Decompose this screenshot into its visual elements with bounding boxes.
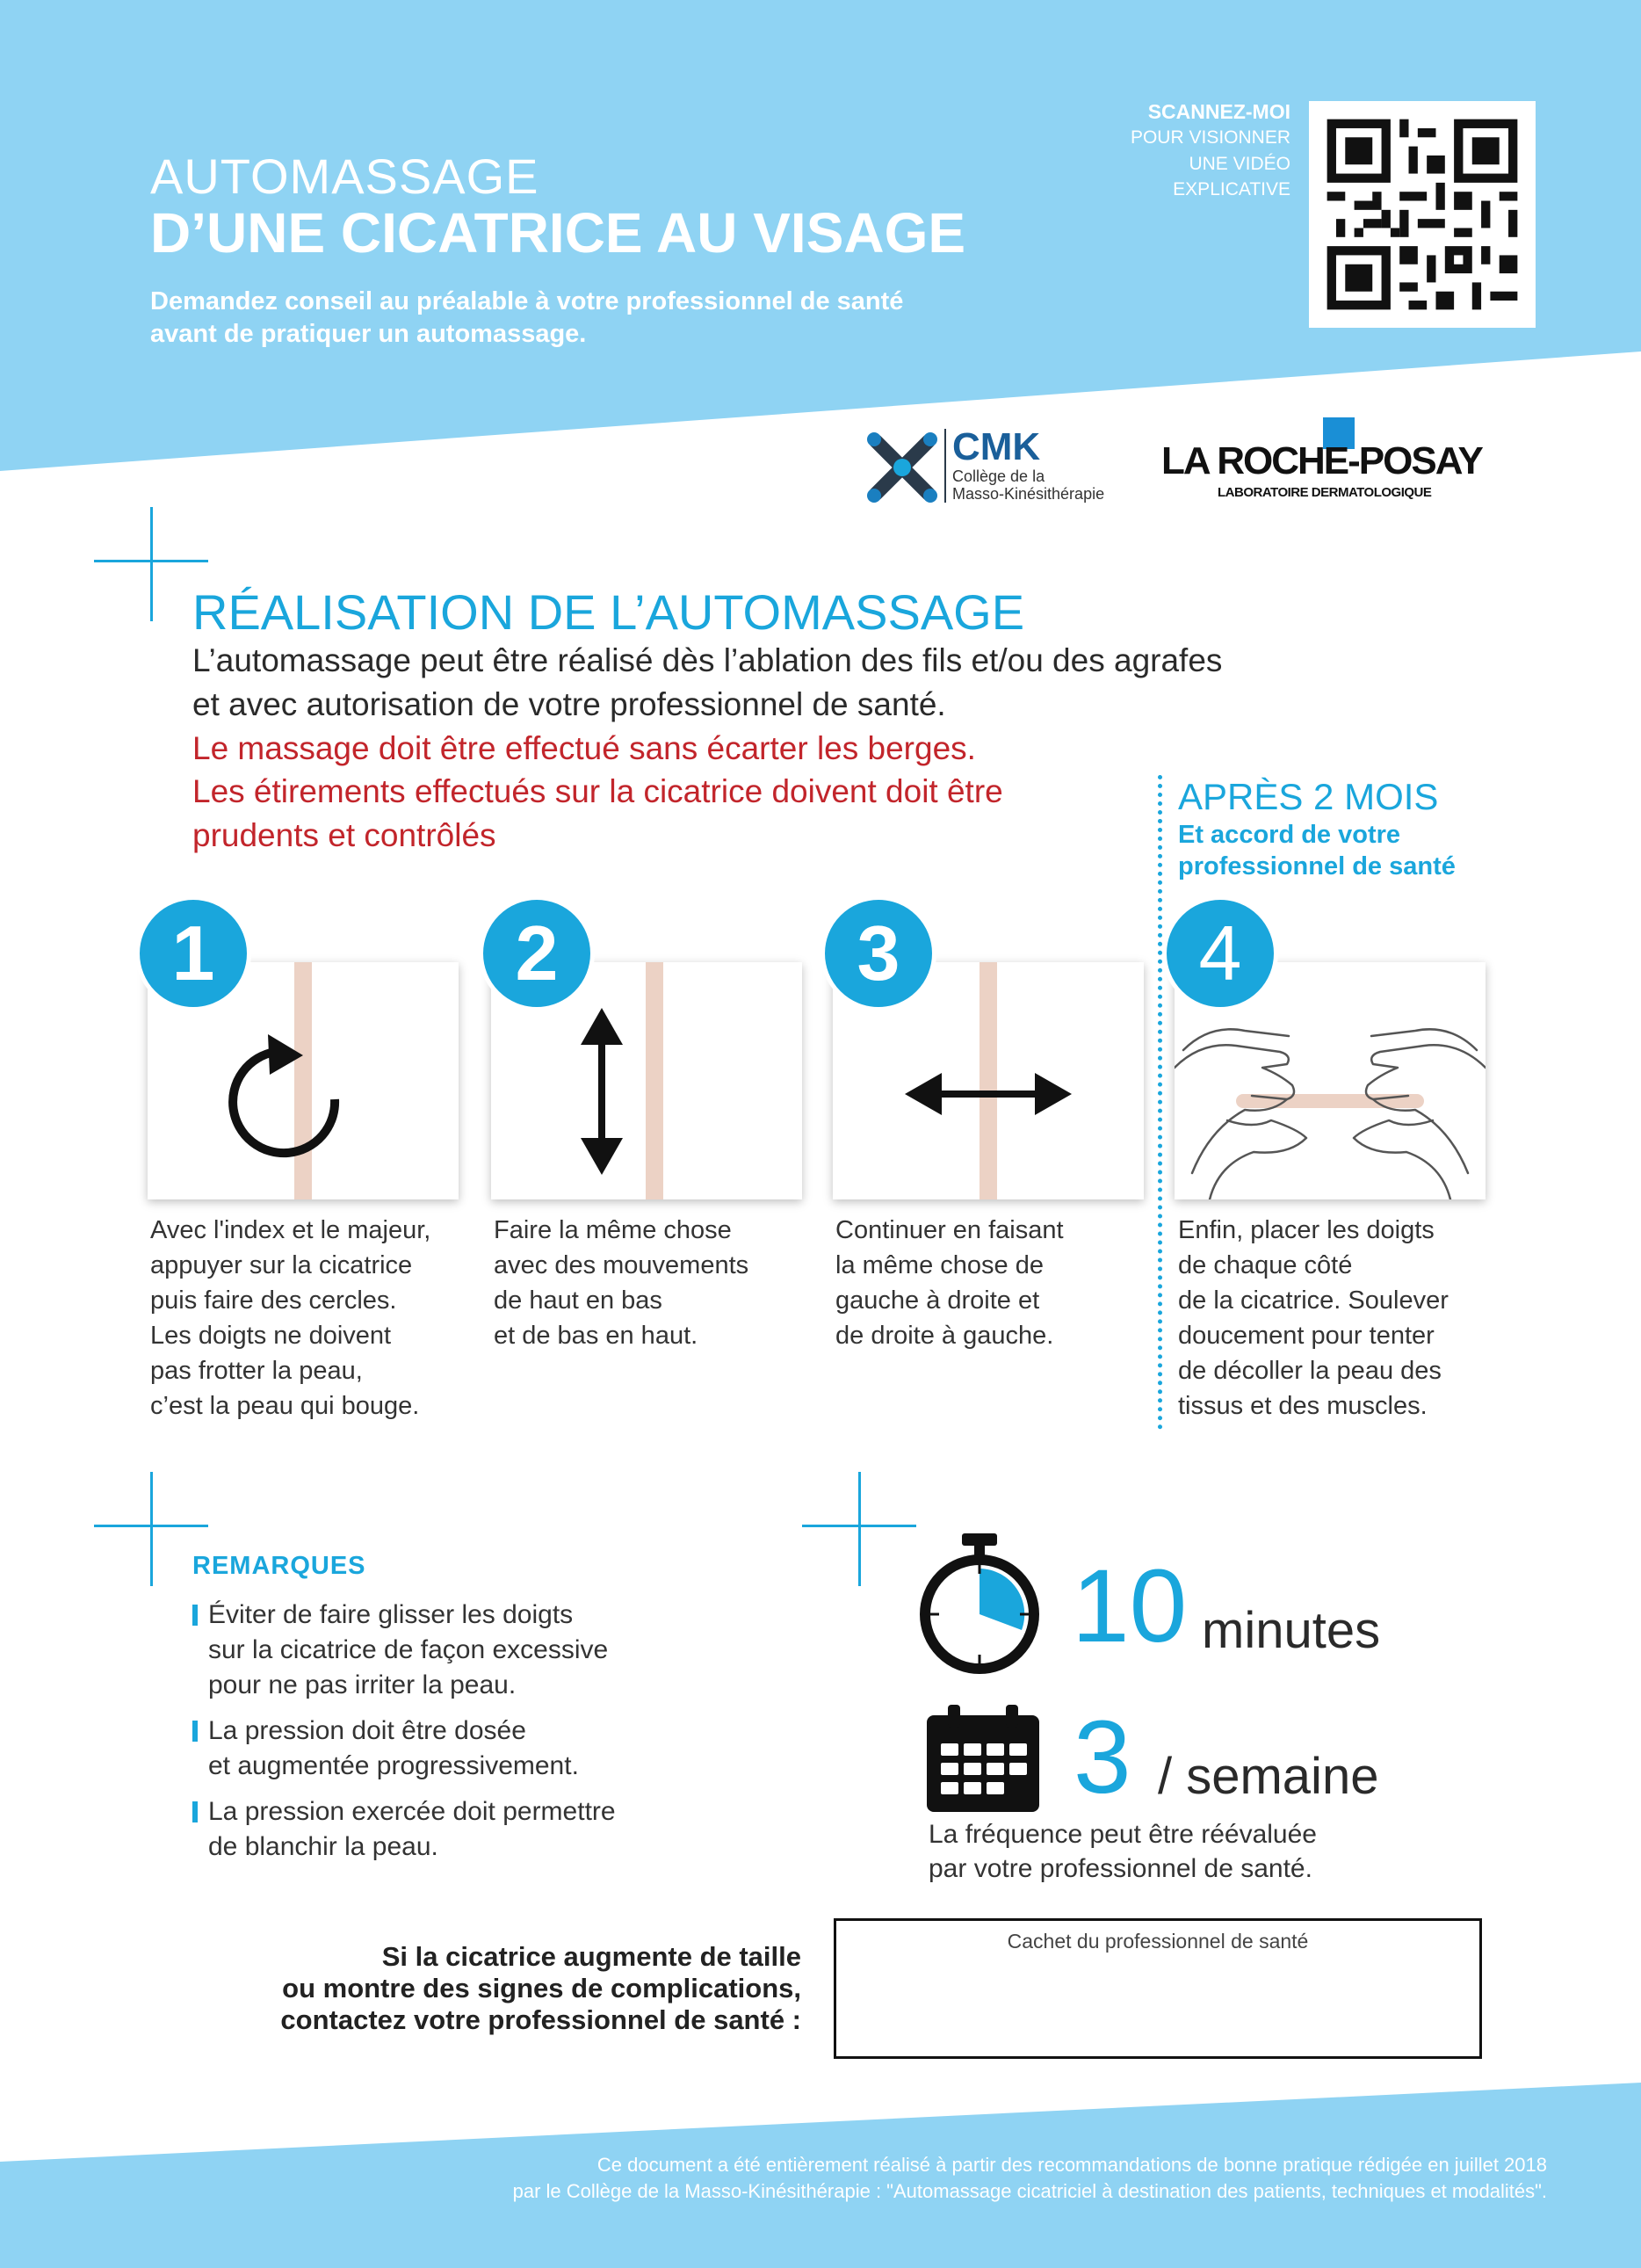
- page-title-line1: AUTOMASSAGE: [150, 149, 539, 204]
- lrp-logo: [1160, 417, 1493, 505]
- cmk-name: CMK: [952, 425, 1041, 468]
- step-1-text: Avec l'index et le majeur, appuyer sur la cicatrice puis faire des cercles. Les doigts ne doivent pas frotter la peau, c’est la peau qui bouge.: [150, 1216, 431, 1420]
- step-3-number: 3: [820, 895, 936, 1011]
- circular-arrow-icon: [213, 1033, 354, 1173]
- section-crosshair: [150, 507, 153, 621]
- calendar-icon: [927, 1705, 1039, 1812]
- remarks-heading: REMARQUES: [192, 1552, 366, 1580]
- realisation-heading: RÉALISATION DE L’AUTOMASSAGE: [192, 584, 1025, 640]
- after-heading: APRÈS 2 MOIS: [1178, 776, 1439, 817]
- remark-item: Éviter de faire glisser les doigts sur la cicatrice de façon excessive pour ne pas irriter la peau.: [192, 1598, 608, 1703]
- realisation-warning-line3: prudents et contrôlés: [192, 817, 496, 853]
- scan-me-line2: UNE VIDÉO: [1189, 154, 1290, 174]
- stamp-box[interactable]: [834, 1918, 1482, 2059]
- cmk-line2: Masso-Kinésithérapie: [952, 485, 1105, 503]
- realisation-intro-line2: et avec autorisation de votre professionnel de santé.: [192, 686, 946, 722]
- remark-item: La pression doit être dosée et augmentée progressivement.: [192, 1714, 579, 1784]
- step-2-number: 2: [479, 895, 595, 1011]
- step-4-text: Enfin, placer les doigts de chaque côté de la cicatrice. Soulever doucement pour tenter de décoller la peau des tissus et des muscles.: [1178, 1216, 1449, 1420]
- page-title-line2: D’UNE CICATRICE AU VISAGE: [150, 201, 966, 264]
- cmk-logo: [864, 425, 1127, 509]
- vertical-arrow-icon: [575, 1008, 628, 1175]
- cmk-line1: Collège de la: [952, 467, 1045, 485]
- header-subtitle-line2: avant de pratiquer un automassage.: [150, 320, 587, 348]
- after-divider: [1158, 775, 1162, 1430]
- footer-line2: par le Collège de la Masso-Kinésithérapie : "Automassage cicatriciel à destination des patients, techniques et modalités".: [512, 2180, 1547, 2202]
- step-3-text: Continuer en faisant la même chose de gauche à droite et de droite à gauche.: [835, 1216, 1064, 1350]
- section-crosshair: [858, 1472, 861, 1586]
- frequency-note-line1: La fréquence peut être réévaluée: [929, 1820, 1317, 1849]
- contact-text: Si la cicatrice augmente de taille ou montre des signes de complications, contactez votre professionnel de santé :: [280, 1941, 801, 2035]
- lrp-name: LA ROCHE-POSAY: [1161, 439, 1482, 482]
- qr-code[interactable]: [1309, 101, 1536, 328]
- lrp-sub: LABORATOIRE DERMATOLOGIQUE: [1218, 485, 1432, 500]
- after-sub-line1: Et accord de votre: [1178, 821, 1401, 849]
- duration-value: 10: [1072, 1548, 1188, 1664]
- realisation-intro-line1: L’automassage peut être réalisé dès l’ablation des fils et/ou des agrafes: [192, 642, 1223, 678]
- count-unit: / semaine: [1158, 1748, 1379, 1805]
- count-value: 3: [1074, 1699, 1131, 1815]
- realisation-warning-line1: Le massage doit être effectué sans écarter les berges.: [192, 730, 976, 766]
- scan-me-title: SCANNEZ-MOI: [1147, 100, 1290, 123]
- step-2-text: Faire la même chose avec des mouvements de haut en bas et de bas en haut.: [494, 1216, 749, 1350]
- step-4-number: 4: [1162, 895, 1278, 1011]
- scan-me-line3: EXPLICATIVE: [1173, 179, 1290, 199]
- hands-lifting-icon: [1175, 997, 1486, 1199]
- scan-me-line1: POUR VISIONNER: [1130, 127, 1290, 148]
- stamp-label: Cachet du professionnel de santé: [1007, 1930, 1309, 1953]
- realisation-warning-line2: Les étirements effectués sur la cicatrice doivent doit être: [192, 773, 1003, 809]
- horizontal-arrow-icon: [905, 1068, 1072, 1120]
- section-crosshair: [150, 1472, 153, 1586]
- cmk-logo-mark: [864, 429, 941, 506]
- step-1-number: 1: [135, 895, 251, 1011]
- remark-item: La pression exercée doit permettre de blanchir la peau.: [192, 1794, 616, 1865]
- footer-line1: Ce document a été entièrement réalisé à partir des recommandations de bonne pratique rédigée en juillet 2018: [596, 2154, 1547, 2176]
- scar-line: [646, 962, 663, 1199]
- after-sub-line2: professionnel de santé: [1178, 852, 1456, 880]
- duration-unit: minutes: [1202, 1602, 1381, 1659]
- stopwatch-icon: [916, 1533, 1043, 1674]
- header-subtitle-line1: Demandez conseil au préalable à votre professionnel de santé: [150, 287, 904, 315]
- frequency-note-line2: par votre professionnel de santé.: [929, 1854, 1312, 1883]
